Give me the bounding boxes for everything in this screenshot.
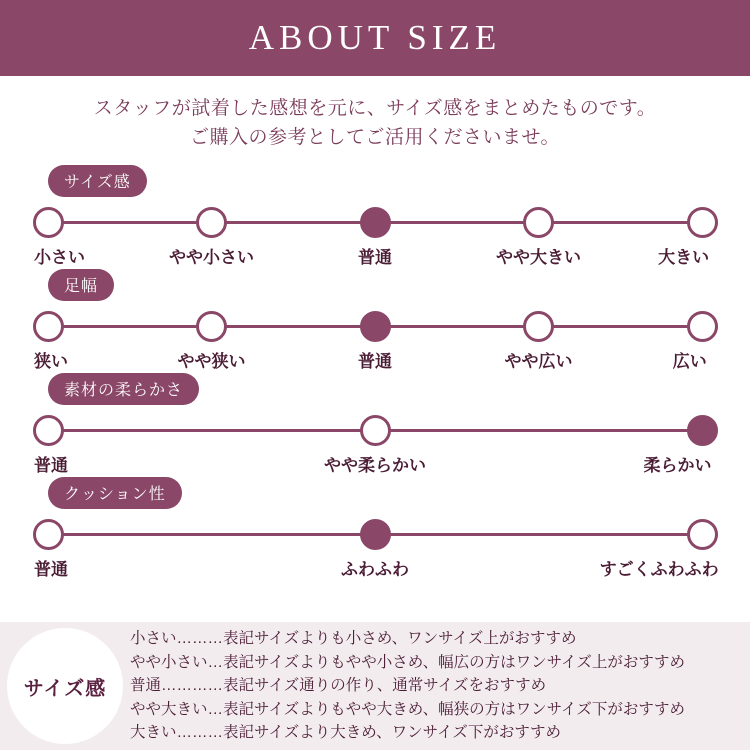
lead-line-2: ご購入の参考としてご活用くださいませ。 xyxy=(190,127,560,149)
scale-point-label: 普通 xyxy=(34,559,68,579)
scale-point[interactable] xyxy=(523,207,554,238)
scale-point-label: やや大きい xyxy=(496,247,581,267)
scale-point-label: やや小さい xyxy=(169,247,254,267)
legend-badge-label: サイズ感 xyxy=(7,628,123,744)
scale-block xyxy=(0,477,750,581)
scale-point[interactable] xyxy=(33,207,64,238)
scale-block xyxy=(0,373,750,477)
scale-point[interactable] xyxy=(33,311,64,342)
scale-point[interactable] xyxy=(196,311,227,342)
scale-point-selected[interactable] xyxy=(360,311,391,342)
scale-track xyxy=(34,197,710,267)
legend-line: やや大きい…表記サイズよりもやや大きめ、幅狭の方はワンサイズ下がおすすめ xyxy=(130,700,686,718)
scale-point-label: やや狭い xyxy=(177,351,246,371)
legend-line: 小さい………表記サイズよりも小さめ、ワンサイズ上がおすすめ xyxy=(130,630,577,648)
lead-line-1: スタッフが試着した感想を元に、サイズ感をまとめたものです。 xyxy=(93,98,657,119)
scale-point-label: 小さい xyxy=(34,247,85,267)
scale-point-selected[interactable] xyxy=(687,415,718,446)
scale-point-label: 大きい xyxy=(658,247,710,267)
scale-block xyxy=(0,269,750,373)
scale-point-label: 狭い xyxy=(34,351,68,371)
scale-label: 足幅 xyxy=(48,269,114,301)
scale-point-label: 普通 xyxy=(34,455,68,475)
scale-point-selected[interactable] xyxy=(360,207,391,238)
scale-track xyxy=(34,405,712,475)
scale-point-label: ふわふわ xyxy=(341,559,409,579)
scale-label: サイズ感 xyxy=(48,165,147,197)
scale-point[interactable] xyxy=(360,415,391,446)
scale-point[interactable] xyxy=(196,207,227,238)
scale-point-label: やや柔らかい xyxy=(324,455,426,475)
header-banner xyxy=(0,0,750,76)
scale-point-label: 普通 xyxy=(358,351,392,371)
page-title: ABOUT SIZE xyxy=(248,18,502,57)
scale-label: クッション性 xyxy=(48,477,182,509)
legend-line: 大きい………表記サイズより大きめ、ワンサイズ下がおすすめ xyxy=(130,724,562,742)
scale-list xyxy=(0,165,750,581)
legend-badge xyxy=(0,628,130,744)
legend-lines xyxy=(130,627,750,745)
scale-track xyxy=(34,509,719,579)
scale-point[interactable] xyxy=(33,519,64,550)
legend-footer xyxy=(0,622,750,750)
lead-text xyxy=(0,94,750,153)
scale-point-label: やや広い xyxy=(504,351,573,371)
legend-line: やや小さい…表記サイズよりもやや小さめ、幅広の方はワンサイズ上がおすすめ xyxy=(130,653,686,671)
scale-block xyxy=(0,165,750,269)
scale-point-label: すごくふわふわ xyxy=(599,559,719,579)
scale-point[interactable] xyxy=(33,415,64,446)
scale-label: 素材の柔らかさ xyxy=(48,373,199,405)
legend-line: 普通…………表記サイズ通りの作り、通常サイズをおすすめ xyxy=(130,677,547,695)
scale-point[interactable] xyxy=(687,519,718,550)
scale-track xyxy=(34,301,707,371)
scale-point-selected[interactable] xyxy=(360,519,391,550)
scale-point[interactable] xyxy=(687,207,718,238)
scale-point-label: 広い xyxy=(672,351,707,371)
scale-point[interactable] xyxy=(523,311,554,342)
scale-point-label: 柔らかい xyxy=(643,455,712,475)
scale-point[interactable] xyxy=(687,311,718,342)
scale-point-label: 普通 xyxy=(358,247,392,267)
